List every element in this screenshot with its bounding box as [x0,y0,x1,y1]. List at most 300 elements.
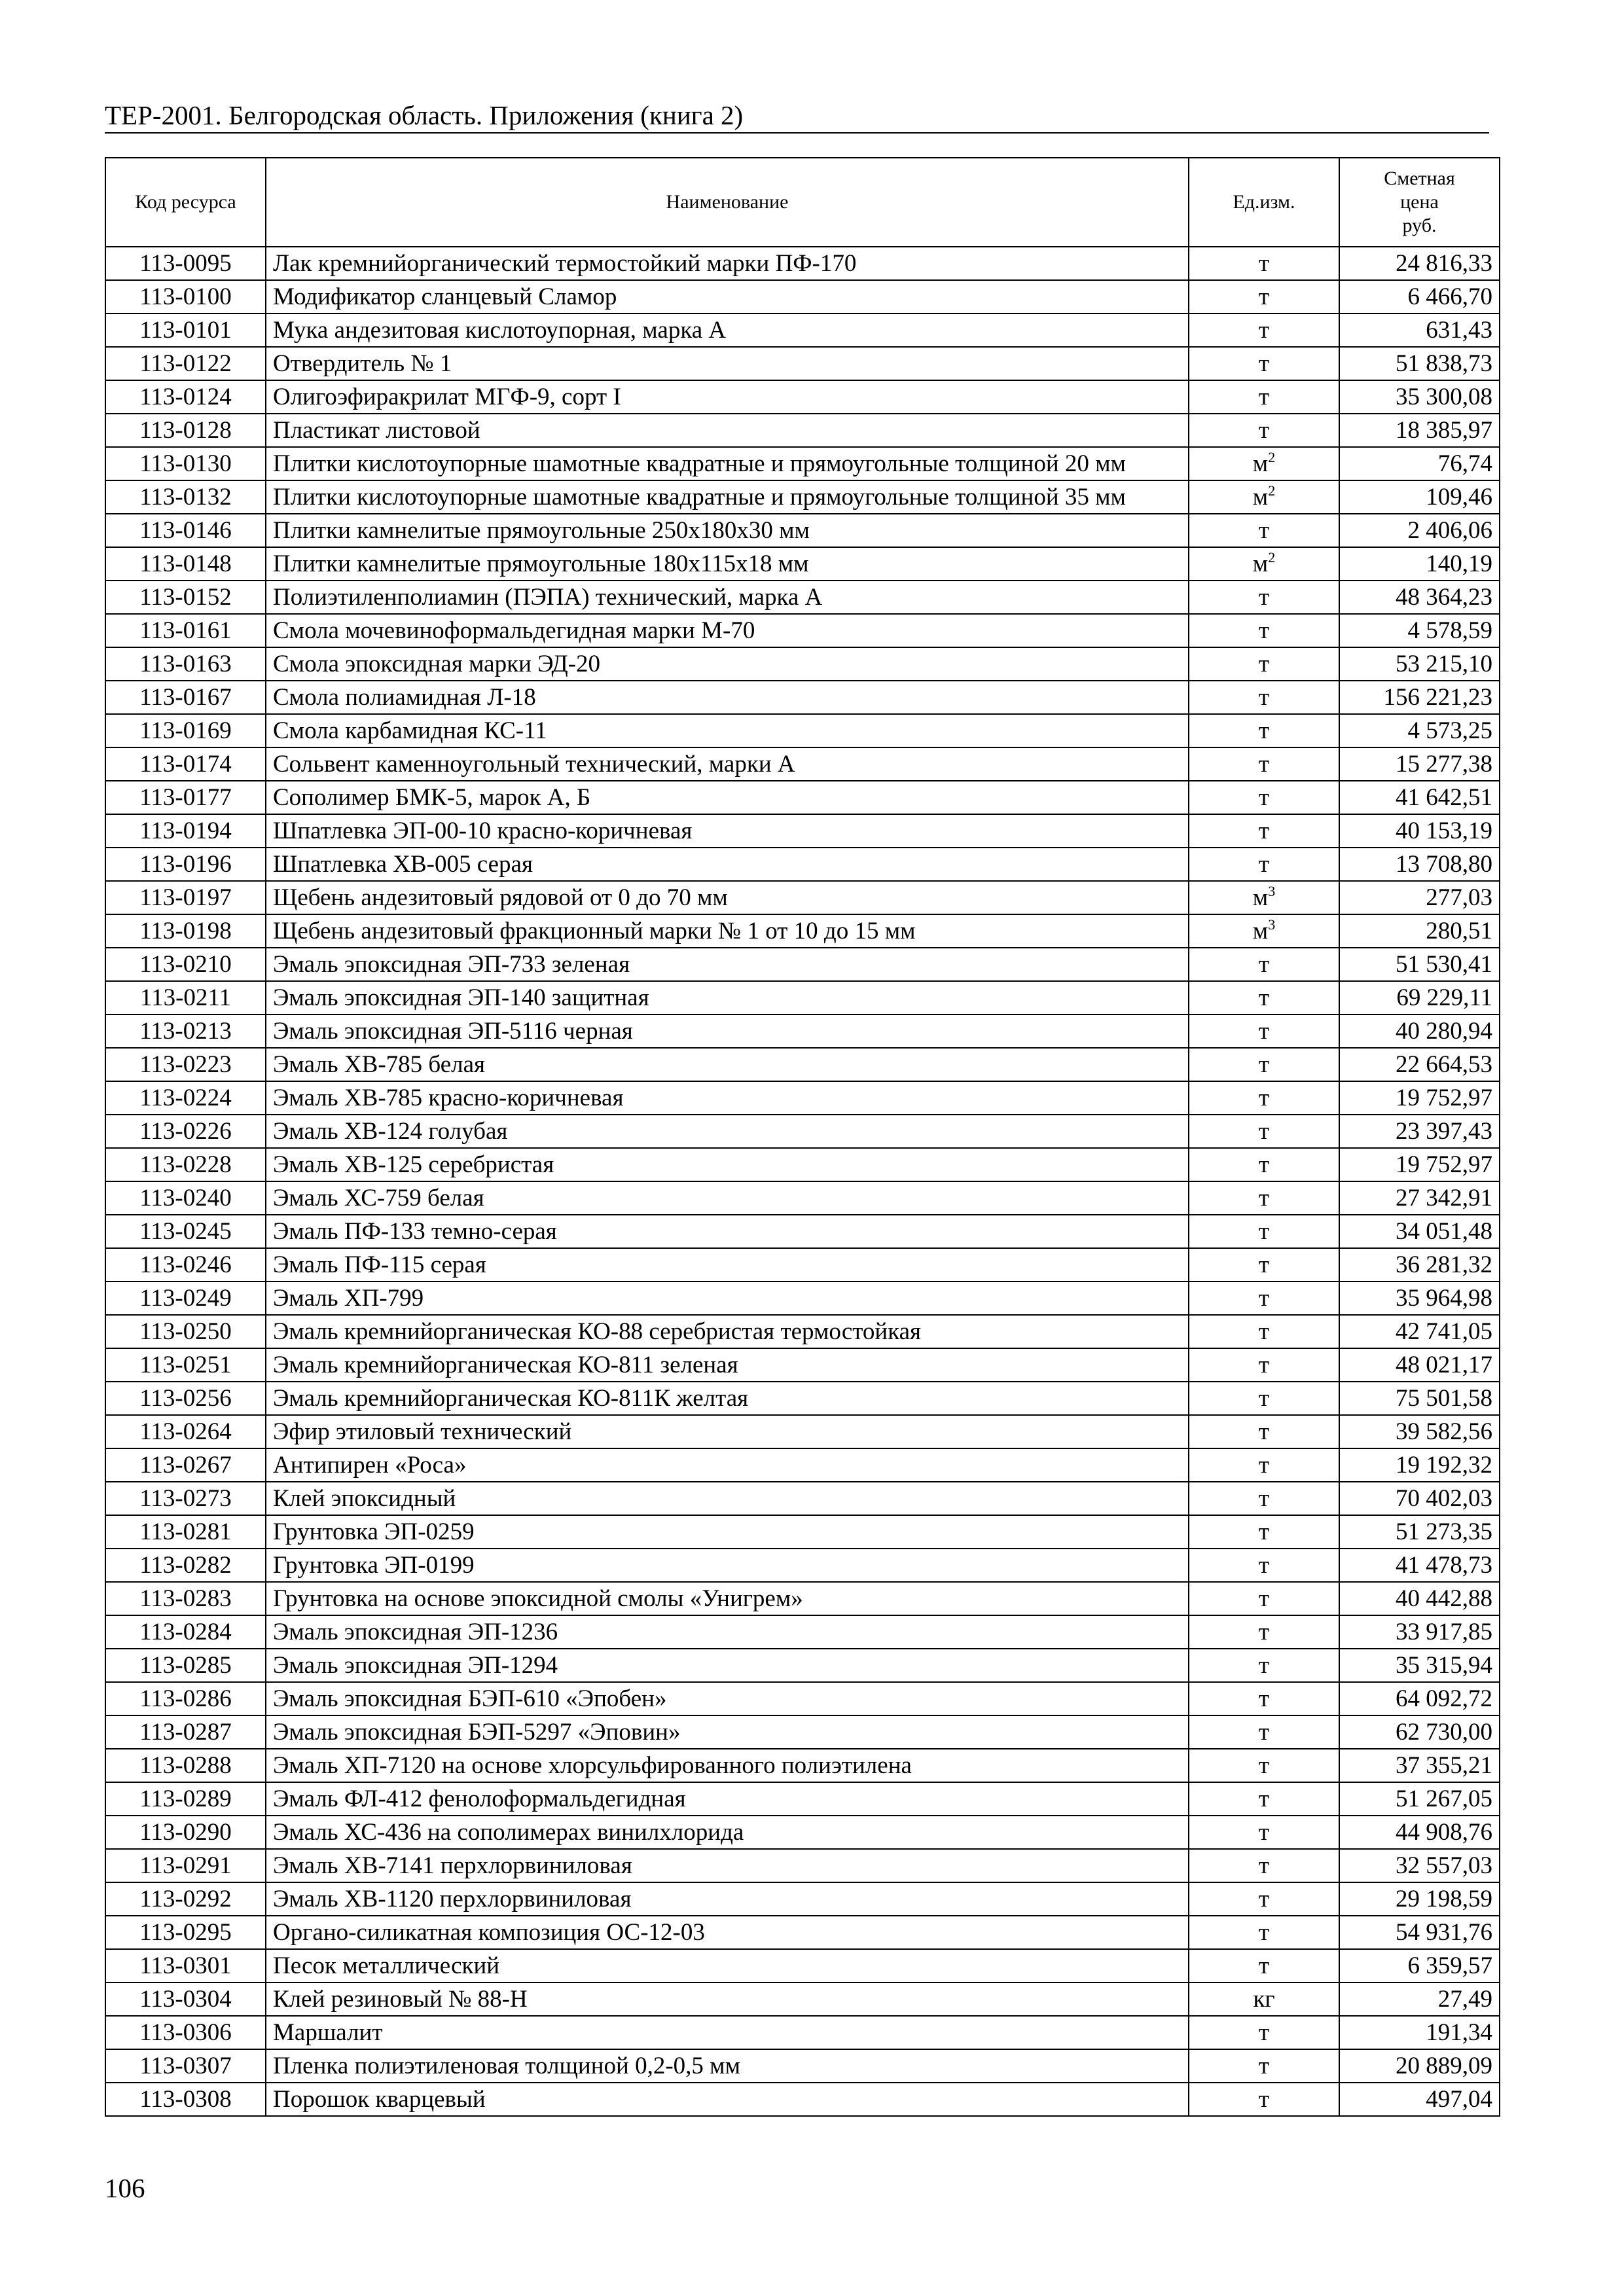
table-row [105,480,1500,514]
price-cell: 6 359,57 [1339,1949,1500,1982]
unit-text: т [1258,817,1270,844]
table-row [105,1916,1500,1949]
table-row [105,1115,1500,1148]
resource-code-cell: 113-0226 [105,1115,266,1148]
resource-name-cell: Плитки кислотоупорные шамотные квадратные и прямоугольные толщиной 35 мм [266,480,1189,514]
resource-code-cell: 113-0301 [105,1949,266,1982]
unit-text: т [1258,1185,1270,1211]
unit-text: т [1258,1418,1270,1445]
table-row [105,1882,1500,1916]
resource-code-cell: 113-0167 [105,681,266,714]
resource-code-cell: 113-0174 [105,747,266,781]
unit-cell [1189,1549,1339,1582]
unit-cell [1189,1315,1339,1348]
price-cell: 35 964,98 [1339,1282,1500,1315]
resource-code-cell: 113-0194 [105,814,266,848]
table-row [105,1181,1500,1215]
unit-text: т [1258,1518,1270,1545]
column-header-price-line2: цена [1400,191,1439,213]
table-row [105,514,1500,547]
unit-text: т [1258,317,1270,344]
table-row [105,1081,1500,1115]
table-row [105,1382,1500,1415]
resource-name-cell: Эмаль эпоксидная БЭП-5297 «Эповин» [266,1715,1189,1749]
resource-code-cell: 113-0169 [105,714,266,747]
price-cell: 76,74 [1339,447,1500,480]
price-cell: 497,04 [1339,2083,1500,2116]
table-row [105,981,1500,1014]
unit-cell [1189,981,1339,1014]
price-cell: 32 557,03 [1339,1849,1500,1882]
resource-code-cell: 113-0295 [105,1916,266,1949]
price-cell: 27 342,91 [1339,1181,1500,1215]
price-cell: 631,43 [1339,314,1500,347]
table-row [105,681,1500,714]
resource-name-cell: Полиэтиленполиамин (ПЭПА) технический, марка А [266,581,1189,614]
document-header [105,98,1489,134]
unit-text: т [1258,1919,1270,1946]
resource-code-cell: 113-0284 [105,1615,266,1649]
unit-text: т [1258,417,1270,444]
unit-cell [1189,1782,1339,1816]
resource-code-cell: 113-0283 [105,1582,266,1615]
resource-code-cell: 113-0152 [105,581,266,614]
unit-cell [1189,1849,1339,1882]
resource-name-cell: Шпатлевка ХВ-005 серая [266,848,1189,881]
resource-code-cell: 113-0287 [105,1715,266,1749]
resource-name-cell: Эмаль ХВ-785 красно-коричневая [266,1081,1189,1115]
resource-code-cell: 113-0307 [105,2049,266,2083]
unit-cell [1189,1582,1339,1615]
unit-text: т [1258,951,1270,978]
table-row [105,781,1500,814]
page-number: 106 [105,2173,145,2203]
resource-code-cell: 113-0148 [105,547,266,581]
unit-cell [1189,1181,1339,1215]
price-cell: 51 530,41 [1339,948,1500,981]
table-row [105,1715,1500,1749]
resource-code-cell: 113-0210 [105,948,266,981]
price-cell: 22 664,53 [1339,1048,1500,1081]
resource-name-cell: Эмаль ХВ-125 серебристая [266,1148,1189,1181]
unit-cell [1189,1415,1339,1448]
price-cell: 33 917,85 [1339,1615,1500,1649]
resource-code-cell: 113-0198 [105,914,266,948]
resource-name-cell: Эмаль кремнийорганическая КО-811 зеленая [266,1348,1189,1382]
resource-name-cell: Грунтовка ЭП-0259 [266,1515,1189,1549]
resource-code-cell: 113-0245 [105,1215,266,1248]
unit-cell [1189,1215,1339,1248]
table-row [105,1248,1500,1282]
header-title: ТЕР-2001. Белгородская область. Приложения (книга 2) [105,100,744,130]
table-row [105,1816,1500,1849]
unit-text: кг [1253,1986,1275,2013]
unit-cell [1189,380,1339,414]
resource-name-cell: Плитки камнелитые прямоугольные 180х115х18 мм [266,547,1189,581]
table-row [105,1348,1500,1382]
unit-text: т [1258,784,1270,811]
resource-code-cell: 113-0285 [105,1649,266,1682]
unit-cell [1189,581,1339,614]
table-row [105,714,1500,747]
resource-name-cell: Плитки кислотоупорные шамотные квадратные и прямоугольные толщиной 20 мм [266,447,1189,480]
resource-name-cell: Эмаль ХВ-7141 перхлорвиниловая [266,1849,1189,1882]
price-cell: 4 573,25 [1339,714,1500,747]
resource-name-cell: Эмаль ХВ-1120 перхлорвиниловая [266,1882,1189,1916]
resource-name-cell: Модификатор сланцевый Сламор [266,280,1189,314]
price-cell: 51 273,35 [1339,1515,1500,1549]
table-row [105,1982,1500,2016]
unit-text: т [1258,1385,1270,1412]
resource-name-cell: Эмаль кремнийорганическая КО-88 серебристая термостойкая [266,1315,1189,1348]
resource-code-cell: 113-0250 [105,1315,266,1348]
resource-name-cell: Эмаль ХВ-785 белая [266,1048,1189,1081]
unit-text: т [1258,851,1270,878]
resource-code-cell: 113-0240 [105,1181,266,1215]
table-row [105,647,1500,681]
unit-text: т [1258,1719,1270,1746]
price-cell: 40 153,19 [1339,814,1500,848]
unit-text: т [1258,517,1270,544]
unit-cell [1189,1816,1339,1849]
table-row [105,1048,1500,1081]
resource-name-cell: Сольвент каменноугольный технический, марки А [266,747,1189,781]
unit-text: т [1258,1585,1270,1612]
resource-code-cell: 113-0161 [105,614,266,647]
price-cell: 48 364,23 [1339,581,1500,614]
resource-code-cell: 113-0281 [105,1515,266,1549]
unit-cell [1189,1649,1339,1682]
price-cell: 35 300,08 [1339,380,1500,414]
price-cell: 35 315,94 [1339,1649,1500,1682]
table-row [105,347,1500,380]
price-cell: 41 478,73 [1339,1549,1500,1582]
column-header-price-line3: руб. [1402,215,1437,236]
unit-text: т [1258,2019,1270,2046]
unit-cell [1189,1515,1339,1549]
unit-cell [1189,2016,1339,2049]
unit-cell [1189,1715,1339,1749]
resource-name-cell: Смола полиамидная Л-18 [266,681,1189,714]
resource-name-cell: Антипирен «Роса» [266,1448,1189,1482]
resource-code-cell: 113-0132 [105,480,266,514]
unit-text: т [1258,350,1270,377]
price-cell: 15 277,38 [1339,747,1500,781]
unit-text: т [1258,1018,1270,1045]
unit-text: т [1258,1652,1270,1679]
price-cell: 40 442,88 [1339,1582,1500,1615]
unit-text: т [1258,1218,1270,1245]
table-row [105,881,1500,914]
price-cell: 39 582,56 [1339,1415,1500,1448]
price-cell: 70 402,03 [1339,1482,1500,1515]
resource-code-cell: 113-0211 [105,981,266,1014]
resource-name-cell: Грунтовка на основе эпоксидной смолы «Унигрем» [266,1582,1189,1615]
resource-code-cell: 113-0246 [105,1248,266,1282]
unit-cell [1189,247,1339,280]
table-row [105,948,1500,981]
unit-cell [1189,1248,1339,1282]
unit-cell [1189,280,1339,314]
resource-name-cell: Смола эпоксидная марки ЭД-20 [266,647,1189,681]
unit-cell [1189,2083,1339,2116]
unit-text: т [1258,1452,1270,1479]
unit-cell [1189,1615,1339,1649]
table-row [105,914,1500,948]
resource-code-cell: 113-0196 [105,848,266,881]
price-cell: 27,49 [1339,1982,1500,2016]
unit-cell [1189,747,1339,781]
price-cell: 29 198,59 [1339,1882,1500,1916]
resource-name-cell: Мука андезитовая кислотоупорная, марка А [266,314,1189,347]
price-cell: 19 192,32 [1339,1448,1500,1482]
unit-text: т [1258,1318,1270,1345]
price-cell: 19 752,97 [1339,1148,1500,1181]
unit-cell [1189,614,1339,647]
price-cell: 54 931,76 [1339,1916,1500,1949]
unit-text: т [1258,584,1270,611]
resource-code-cell: 113-0304 [105,1982,266,2016]
table-row [105,814,1500,848]
price-cell: 140,19 [1339,547,1500,581]
unit-text: м [1252,450,1269,477]
column-header-name: Наименование [266,158,1189,247]
resource-code-cell: 113-0223 [105,1048,266,1081]
resource-name-cell: Эфир этиловый технический [266,1415,1189,1448]
unit-cell [1189,414,1339,447]
unit-text: т [1258,250,1270,277]
resource-name-cell: Порошок кварцевый [266,2083,1189,2116]
unit-text: т [1258,751,1270,778]
unit-text: т [1258,1619,1270,1645]
price-cell: 40 280,94 [1339,1014,1500,1048]
price-cell: 156 221,23 [1339,681,1500,714]
unit-cell [1189,1882,1339,1916]
table-row [105,1515,1500,1549]
price-cell: 13 708,80 [1339,848,1500,881]
table-row [105,1949,1500,1982]
resource-code-cell: 113-0249 [105,1282,266,1315]
table-row [105,1148,1500,1181]
table-row [105,1749,1500,1782]
price-cell: 37 355,21 [1339,1749,1500,1782]
price-cell: 64 092,72 [1339,1682,1500,1715]
table-row [105,1448,1500,1482]
unit-cell [1189,1148,1339,1181]
table-row [105,581,1500,614]
unit-cell [1189,1448,1339,1482]
resource-code-cell: 113-0224 [105,1081,266,1115]
resource-code-cell: 113-0286 [105,1682,266,1715]
resource-code-cell: 113-0267 [105,1448,266,1482]
resource-name-cell: Шпатлевка ЭП-00-10 красно-коричневая [266,814,1189,848]
resource-name-cell: Органо-силикатная композиция ОС-12-03 [266,1916,1189,1949]
unit-cell [1189,1916,1339,1949]
unit-text: т [1258,1685,1270,1712]
resource-name-cell: Эмаль ФЛ-412 фенолоформальдегидная [266,1782,1189,1816]
unit-text: т [1258,1118,1270,1145]
resource-name-cell: Эмаль эпоксидная БЭП-610 «Эпобен» [266,1682,1189,1715]
price-cell: 44 908,76 [1339,1816,1500,1849]
resource-name-cell: Смола карбамидная КС-11 [266,714,1189,747]
resource-name-cell: Эмаль эпоксидная ЭП-1236 [266,1615,1189,1649]
unit-cell [1189,848,1339,881]
unit-text: т [1258,1552,1270,1579]
resource-code-cell: 113-0130 [105,447,266,480]
price-cell: 4 578,59 [1339,614,1500,647]
unit-cell [1189,1749,1339,1782]
table-row [105,2083,1500,2116]
unit-text: м [1252,484,1269,511]
unit-cell [1189,681,1339,714]
table-row [105,314,1500,347]
resource-name-cell: Эмаль ХП-799 [266,1282,1189,1315]
resource-code-cell: 113-0273 [105,1482,266,1515]
price-cell: 23 397,43 [1339,1115,1500,1148]
price-cell: 191,34 [1339,2016,1500,2049]
resource-code-cell: 113-0291 [105,1849,266,1882]
unit-exponent: 2 [1268,449,1276,465]
table-row [105,547,1500,581]
price-cell: 51 267,05 [1339,1782,1500,1816]
resource-code-cell: 113-0146 [105,514,266,547]
column-header-price-line1: Сметная [1384,168,1455,189]
resource-code-cell: 113-0288 [105,1749,266,1782]
price-cell: 6 466,70 [1339,280,1500,314]
resource-code-cell: 113-0213 [105,1014,266,1048]
resource-name-cell: Щебень андезитовый фракционный марки № 1 от 10 до 15 мм [266,914,1189,948]
unit-text: т [1258,717,1270,744]
resource-name-cell: Маршалит [266,2016,1189,2049]
unit-cell [1189,1482,1339,1515]
resource-code-cell: 113-0101 [105,314,266,347]
unit-cell [1189,1348,1339,1382]
resource-name-cell: Эмаль ХС-436 на сополимерах винилхлорида [266,1816,1189,1849]
table-row [105,1014,1500,1048]
resource-name-cell: Песок металлический [266,1949,1189,1982]
unit-text: т [1258,1819,1270,1846]
unit-cell [1189,1382,1339,1415]
unit-cell [1189,347,1339,380]
table-row [105,1849,1500,1882]
price-cell: 34 051,48 [1339,1215,1500,1248]
resource-code-cell: 113-0100 [105,280,266,314]
table-row [105,280,1500,314]
resource-name-cell: Эмаль ПФ-133 темно-серая [266,1215,1189,1248]
unit-cell [1189,814,1339,848]
price-cell: 62 730,00 [1339,1715,1500,1749]
resource-code-cell: 113-0177 [105,781,266,814]
unit-cell [1189,1949,1339,1982]
price-cell: 18 385,97 [1339,414,1500,447]
table-row [105,1282,1500,1315]
unit-cell [1189,447,1339,480]
table-row [105,247,1500,280]
unit-text: т [1258,984,1270,1011]
unit-text: м [1252,884,1269,911]
resource-name-cell: Эмаль эпоксидная ЭП-5116 черная [266,1014,1189,1048]
unit-text: т [1258,617,1270,644]
unit-text: т [1258,1085,1270,1111]
resource-code-cell: 113-0289 [105,1782,266,1816]
resource-name-cell: Эмаль ХС-759 белая [266,1181,1189,1215]
column-header-unit: Ед.изм. [1189,158,1339,247]
unit-cell [1189,714,1339,747]
resource-name-cell: Клей эпоксидный [266,1482,1189,1515]
table-row [105,1649,1500,1682]
unit-text: т [1258,1352,1270,1378]
resource-name-cell: Смола мочевиноформальдегидная марки М-70 [266,614,1189,647]
unit-exponent: 3 [1268,916,1276,933]
table-row [105,1315,1500,1348]
unit-cell [1189,948,1339,981]
unit-cell [1189,1081,1339,1115]
resource-name-cell: Грунтовка ЭП-0199 [266,1549,1189,1582]
unit-text: т [1258,684,1270,711]
unit-text: м [1252,918,1269,944]
unit-cell [1189,881,1339,914]
table-row [105,1215,1500,1248]
price-cell: 2 406,06 [1339,514,1500,547]
unit-exponent: 2 [1268,482,1276,499]
unit-cell [1189,2049,1339,2083]
table-row [105,747,1500,781]
unit-cell [1189,1014,1339,1048]
unit-exponent: 2 [1268,549,1276,565]
resource-code-cell: 113-0290 [105,1816,266,1849]
resource-name-cell: Эмаль эпоксидная ЭП-1294 [266,1649,1189,1682]
resource-name-cell: Эмаль ПФ-115 серая [266,1248,1189,1282]
unit-cell [1189,1982,1339,2016]
table-row [105,1482,1500,1515]
unit-text: т [1258,1852,1270,1879]
column-header-code: Код ресурса [105,158,266,247]
resource-code-cell: 113-0197 [105,881,266,914]
unit-cell [1189,914,1339,948]
price-cell: 41 642,51 [1339,781,1500,814]
unit-text: т [1258,283,1270,310]
unit-cell [1189,547,1339,581]
price-cell: 280,51 [1339,914,1500,948]
resource-code-cell: 113-0095 [105,247,266,280]
resource-name-cell: Щебень андезитовый рядовой от 0 до 70 мм [266,881,1189,914]
table-row [105,848,1500,881]
table-row [105,1782,1500,1816]
unit-text: т [1258,384,1270,410]
resource-code-cell: 113-0163 [105,647,266,681]
table-row [105,1582,1500,1615]
resource-code-cell: 113-0282 [105,1549,266,1582]
unit-cell [1189,1282,1339,1315]
resource-code-cell: 113-0256 [105,1382,266,1415]
table-row [105,2049,1500,2083]
resource-code-cell: 113-0308 [105,2083,266,2116]
price-cell: 20 889,09 [1339,2049,1500,2083]
table-row [105,447,1500,480]
resource-code-cell: 113-0122 [105,347,266,380]
resource-code-cell: 113-0306 [105,2016,266,2049]
unit-text: м [1252,550,1269,577]
unit-text: т [1258,1151,1270,1178]
resource-name-cell: Клей резиновый № 88-Н [266,1982,1189,2016]
resource-code-cell: 113-0124 [105,380,266,414]
price-cell: 36 281,32 [1339,1248,1500,1282]
resource-name-cell: Пластикат листовой [266,414,1189,447]
resource-code-cell: 113-0251 [105,1348,266,1382]
table-row [105,380,1500,414]
unit-text: т [1258,2053,1270,2079]
column-header-price [1339,158,1500,247]
